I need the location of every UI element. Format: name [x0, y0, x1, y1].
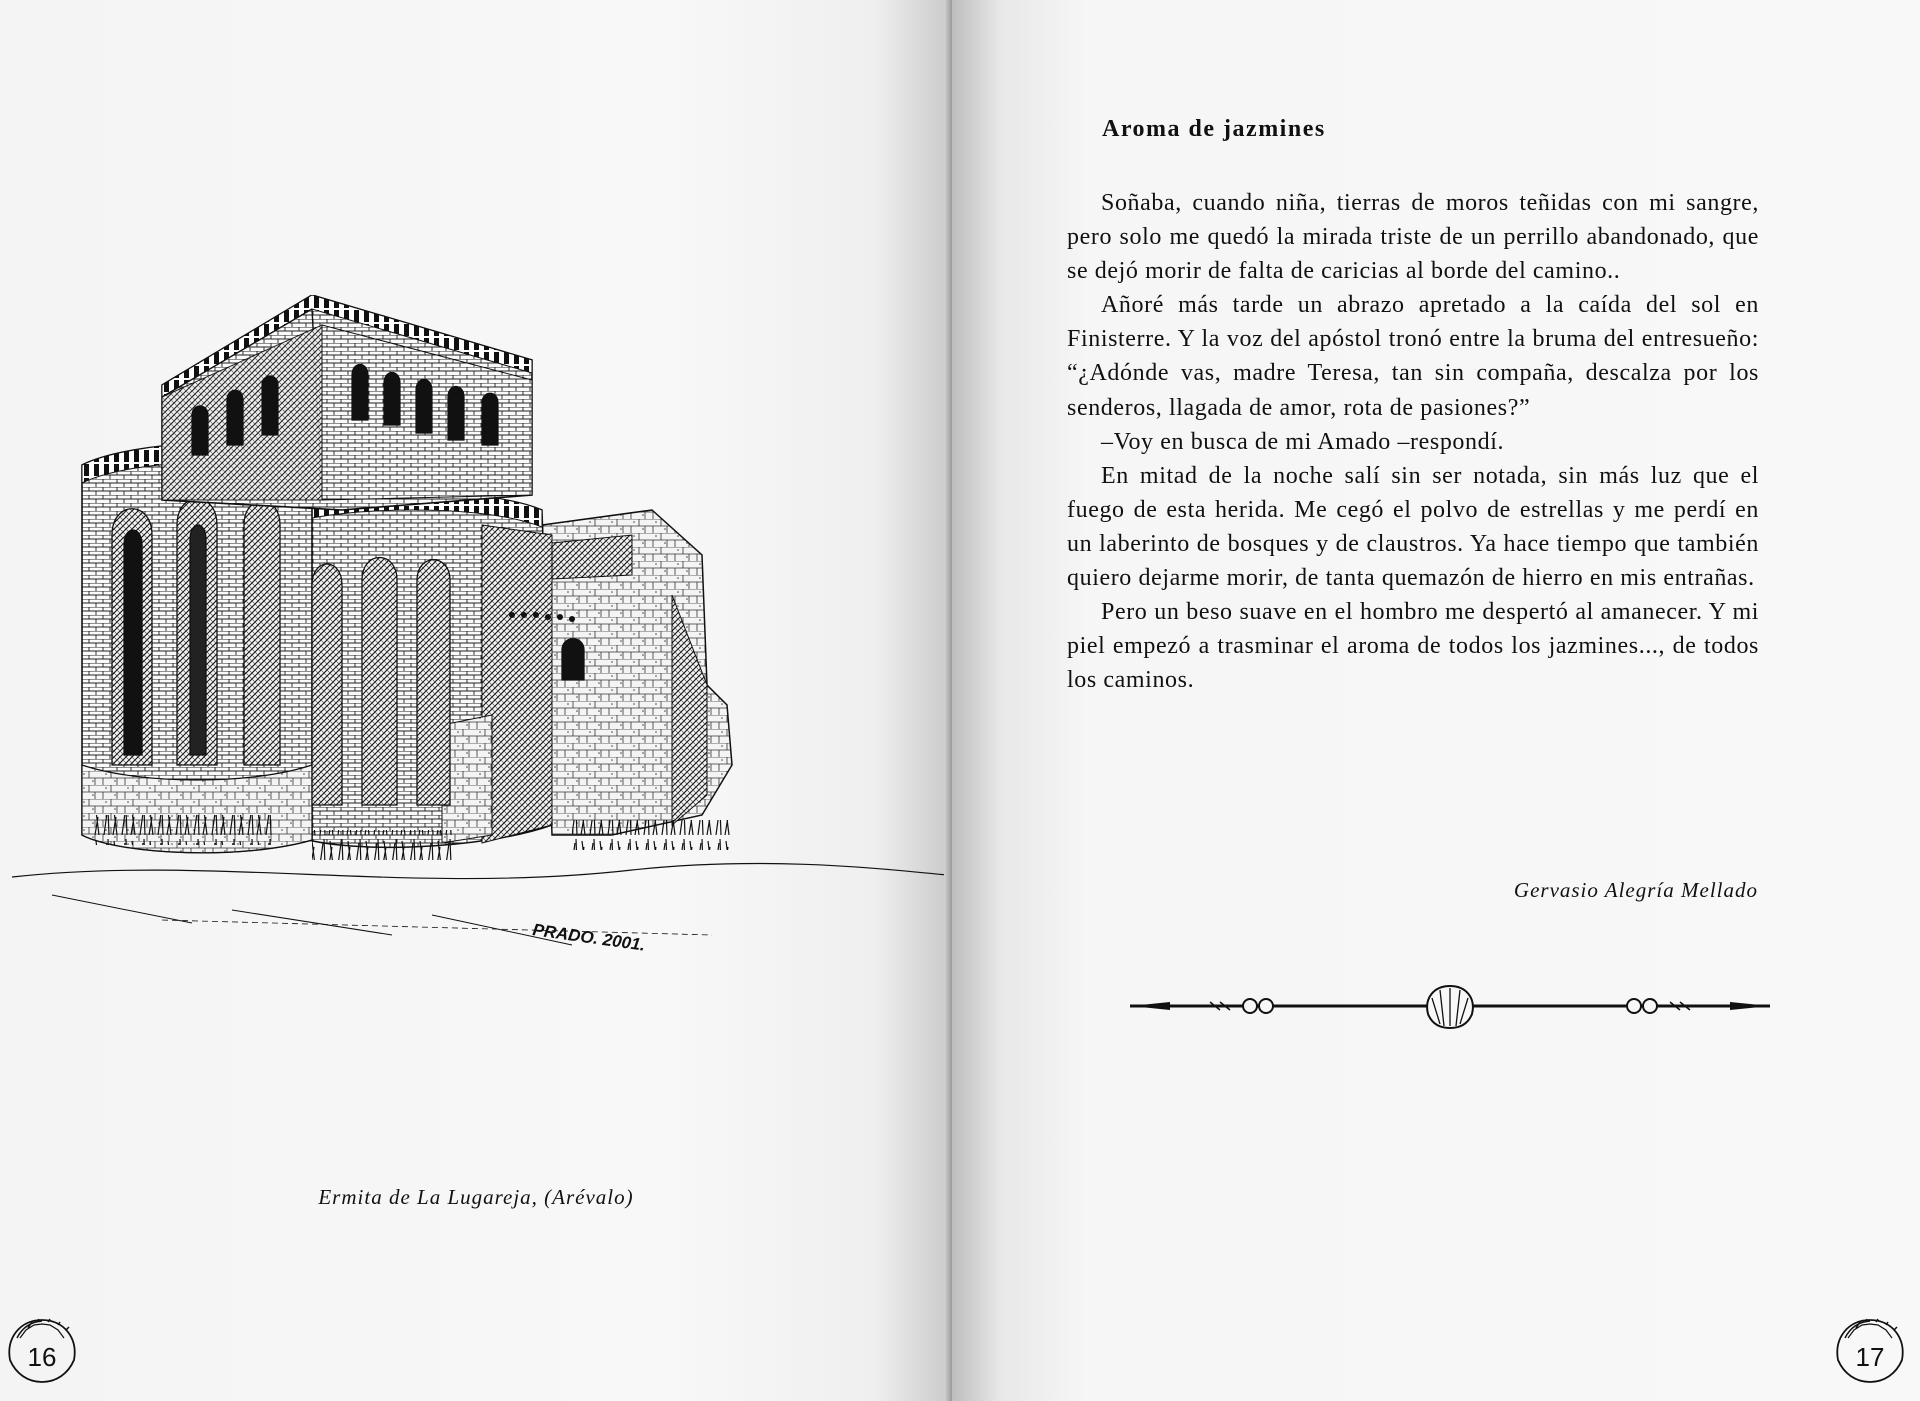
page-number-right-text: 17	[1855, 1342, 1885, 1372]
paragraph-1: Soñaba, cuando niña, tierras de moros teñidas con mi sangre, pero solo me quedó la mirada triste de un perrillo abandonado, que se dejó morir de falta de caricias al borde del camino..	[1067, 190, 1759, 285]
paragraph-5: Pero un beso suave en el hombro me despertó al amanecer. Y mi piel empezó a trasminar el aroma de todos los jazmines..., de todos los caminos.	[1067, 599, 1759, 694]
paragraph-2: Añoré más tarde un abrazo apretado a la caída del sol en Finisterre. Y la voz del apóstol tronó entre la bruma del entresueño: “¿Adónde vas, madre Teresa, tan sin compaña, descalza por los senderos, llagada de amor, rota de pasiones?”	[1067, 292, 1759, 421]
divider-ornament	[1130, 978, 1770, 1034]
page-number-left	[2, 1308, 82, 1388]
left-page	[0, 0, 952, 1401]
poem-body	[1067, 186, 1759, 697]
poem-title: Aroma de jazmines	[1102, 116, 1326, 142]
paragraph-4: En mitad de la noche salí sin ser notada, sin más luz que el fuego de esta herida. Me cegó el polvo de estrellas y me perdí en un laberinto de bosques y de claustros. Ya hace tiempo que también quiero dejarme morir, de tanta quemazón de hierro en mis entrañas.	[1067, 462, 1759, 592]
author-signature: Gervasio Alegría Mellado	[1513, 878, 1758, 902]
page-number-left-text: 16	[27, 1342, 57, 1372]
illustration-signature: PRADO. 2001.	[531, 920, 647, 955]
page-number-right	[1830, 1308, 1910, 1388]
illustration-caption: Ermita de La Lugareja, (Arévalo)	[318, 1185, 634, 1209]
scallop-shell-icon	[1427, 986, 1473, 1028]
paragraph-3: –Voy en busca de mi Amado –respondí.	[1101, 428, 1505, 455]
church-illustration	[12, 295, 947, 1155]
